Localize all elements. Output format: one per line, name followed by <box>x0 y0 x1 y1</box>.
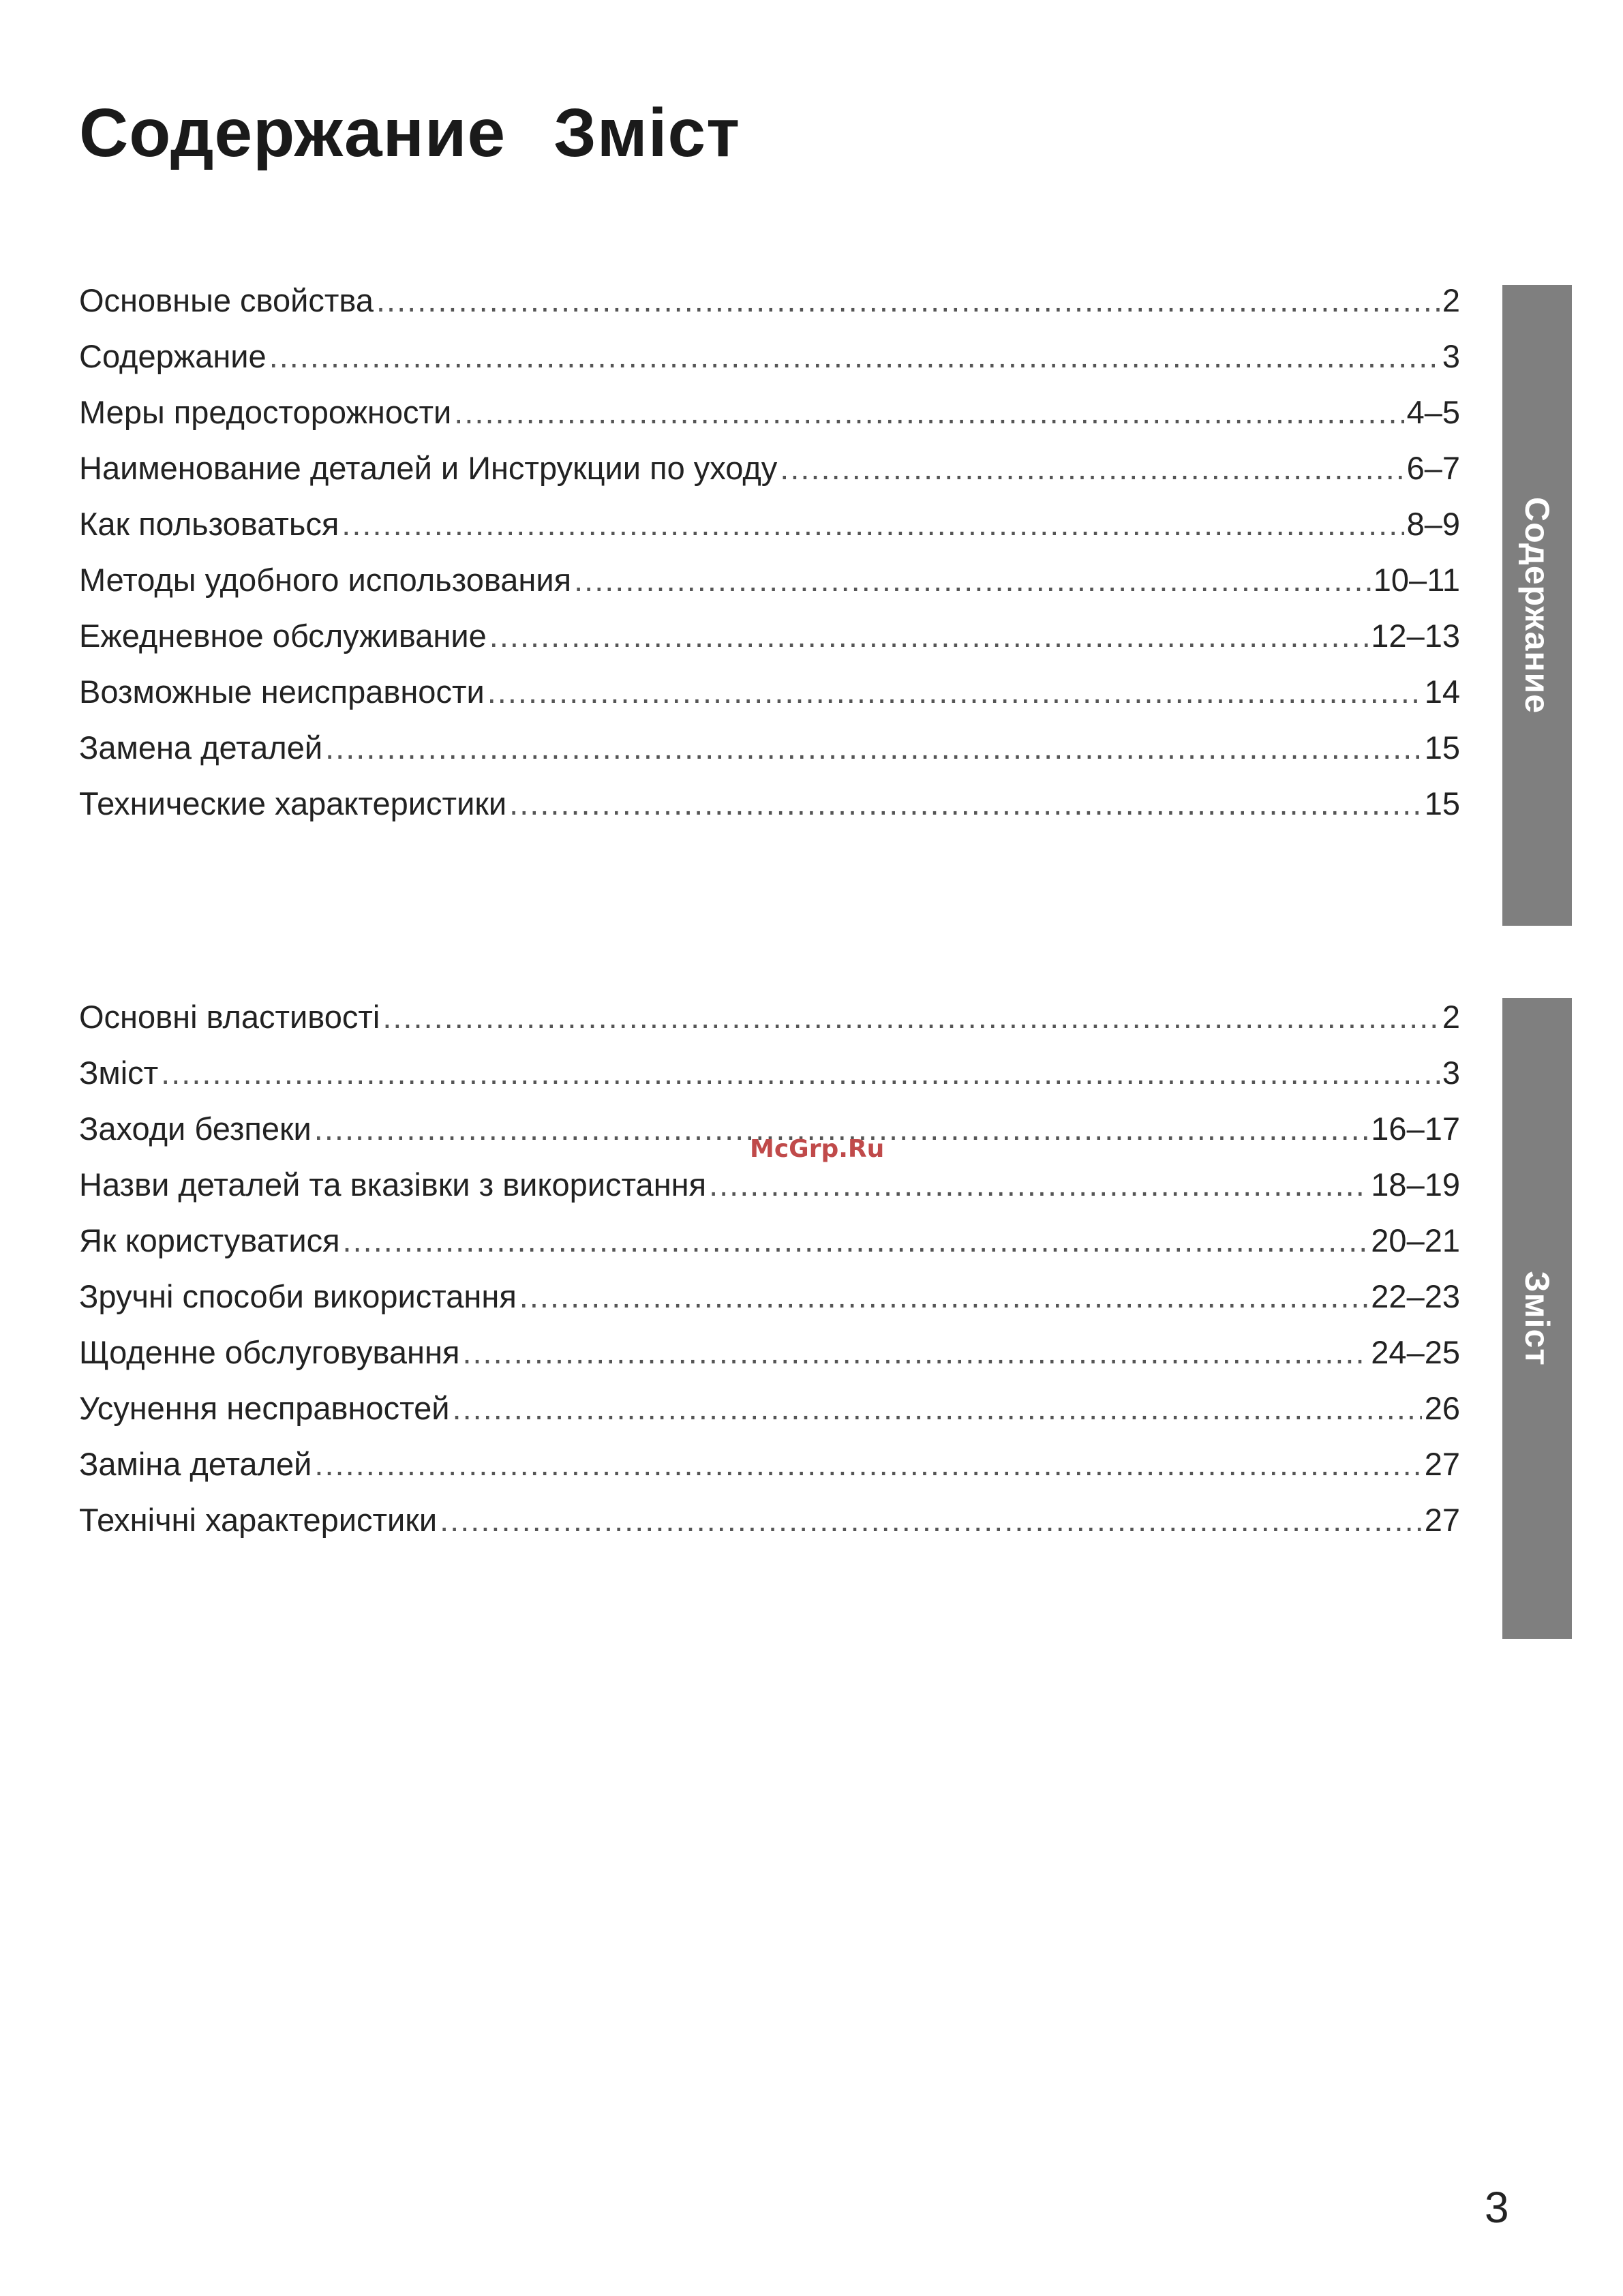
toc-entry <box>79 1436 1460 1492</box>
toc-entry-label: Заходи безпеки <box>79 1111 312 1147</box>
toc-entry-label: Технические характеристики <box>79 785 507 821</box>
toc-entry <box>79 273 1460 329</box>
side-tab-ukrainian <box>1502 998 1572 1639</box>
toc-entry <box>79 776 1460 832</box>
toc-entry-page: 15 <box>1424 729 1460 766</box>
toc-leader-dots <box>454 384 1404 440</box>
toc-ukrainian <box>79 989 1460 1548</box>
toc-entry-page: 2 <box>1442 999 1460 1035</box>
toc-entry-label: Щоденне обслуговування <box>79 1334 460 1370</box>
toc-entry-page: 3 <box>1442 338 1460 374</box>
toc-leader-dots <box>382 989 1440 1045</box>
toc-entry <box>79 1380 1460 1436</box>
toc-entry-page: 6–7 <box>1406 450 1460 486</box>
page-title <box>79 92 740 174</box>
toc-entry <box>79 1269 1460 1325</box>
toc-entry <box>79 989 1460 1045</box>
side-tab-russian-label: Содержание <box>1518 496 1556 714</box>
toc-leader-dots <box>487 664 1422 720</box>
toc-entry <box>79 440 1460 496</box>
toc-entry-page: 20–21 <box>1371 1222 1460 1258</box>
toc-entry-label: Основные свойства <box>79 282 374 318</box>
page-number: 3 <box>1485 2183 1509 2232</box>
toc-leader-dots <box>519 1269 1369 1325</box>
toc-entry <box>79 329 1460 384</box>
toc-entry-label: Методы удобного использования <box>79 562 572 598</box>
toc-entry <box>79 664 1460 720</box>
toc-leader-dots <box>376 273 1440 329</box>
toc-entry <box>79 1045 1460 1101</box>
toc-entry-page: 26 <box>1424 1390 1460 1426</box>
toc-entry-page: 27 <box>1424 1502 1460 1538</box>
toc-entry-label: Назви деталей та вказівки з використання <box>79 1166 707 1203</box>
toc-leader-dots <box>489 608 1369 664</box>
toc-leader-dots <box>462 1325 1368 1380</box>
toc-entry-label: Основні властивості <box>79 999 380 1035</box>
toc-entry <box>79 552 1460 608</box>
toc-entry-page: 16–17 <box>1371 1111 1460 1147</box>
watermark: McGrp.Ru <box>750 1135 885 1163</box>
toc-leader-dots <box>453 1380 1422 1436</box>
toc-entry-page: 15 <box>1424 785 1460 821</box>
toc-entry-page: 4–5 <box>1406 394 1460 430</box>
toc-entry-label: Возможные неисправности <box>79 674 485 710</box>
toc-entry <box>79 1325 1460 1380</box>
toc-russian <box>79 273 1460 832</box>
page-title-ua: Зміст <box>553 95 741 171</box>
toc-entry-page: 18–19 <box>1371 1166 1460 1203</box>
toc-entry <box>79 1492 1460 1548</box>
toc-leader-dots <box>709 1157 1368 1213</box>
toc-leader-dots <box>509 776 1422 832</box>
toc-entry <box>79 720 1460 776</box>
toc-entry-label: Меры предосторожности <box>79 394 452 430</box>
toc-entry-label: Технічні характеристики <box>79 1502 438 1538</box>
toc-entry-label: Зміст <box>79 1055 159 1091</box>
toc-leader-dots <box>325 720 1422 776</box>
toc-entry-label: Замена деталей <box>79 729 323 766</box>
side-tab-russian <box>1502 285 1572 926</box>
toc-leader-dots <box>342 496 1404 552</box>
toc-leader-dots <box>161 1045 1440 1101</box>
toc-entry-label: Зручні способи використання <box>79 1278 517 1314</box>
toc-leader-dots <box>269 329 1440 384</box>
toc-entry-label: Наименование деталей и Инструкции по уходу <box>79 450 778 486</box>
toc-entry-page: 8–9 <box>1406 506 1460 542</box>
toc-entry-page: 12–13 <box>1371 618 1460 654</box>
toc-entry <box>79 1213 1460 1269</box>
toc-entry-page: 3 <box>1442 1055 1460 1091</box>
toc-entry-page: 10–11 <box>1373 562 1460 598</box>
toc-entry <box>79 608 1460 664</box>
toc-leader-dots <box>440 1492 1422 1548</box>
toc-entry <box>79 496 1460 552</box>
toc-entry <box>79 1157 1460 1213</box>
toc-leader-dots <box>314 1436 1421 1492</box>
toc-entry-label: Заміна деталей <box>79 1446 312 1482</box>
toc-entry-label: Усунення несправностей <box>79 1390 450 1426</box>
toc-entry-page: 27 <box>1424 1446 1460 1482</box>
page-title-ru: Содержание <box>79 95 506 171</box>
toc-entry-page: 2 <box>1442 282 1460 318</box>
toc-entry-label: Як користуватися <box>79 1222 340 1258</box>
toc-entry-page: 14 <box>1424 674 1460 710</box>
toc-entry-label: Ежедневное обслуживание <box>79 618 487 654</box>
toc-leader-dots <box>574 552 1371 608</box>
side-tab-ukrainian-label: Зміст <box>1518 1271 1556 1366</box>
toc-leader-dots <box>343 1213 1369 1269</box>
toc-entry-page: 22–23 <box>1371 1278 1460 1314</box>
toc-entry-page: 24–25 <box>1371 1334 1460 1370</box>
toc-leader-dots <box>780 440 1404 496</box>
toc-entry-label: Как пользоваться <box>79 506 339 542</box>
toc-entry-label: Содержание <box>79 338 267 374</box>
toc-entry <box>79 384 1460 440</box>
